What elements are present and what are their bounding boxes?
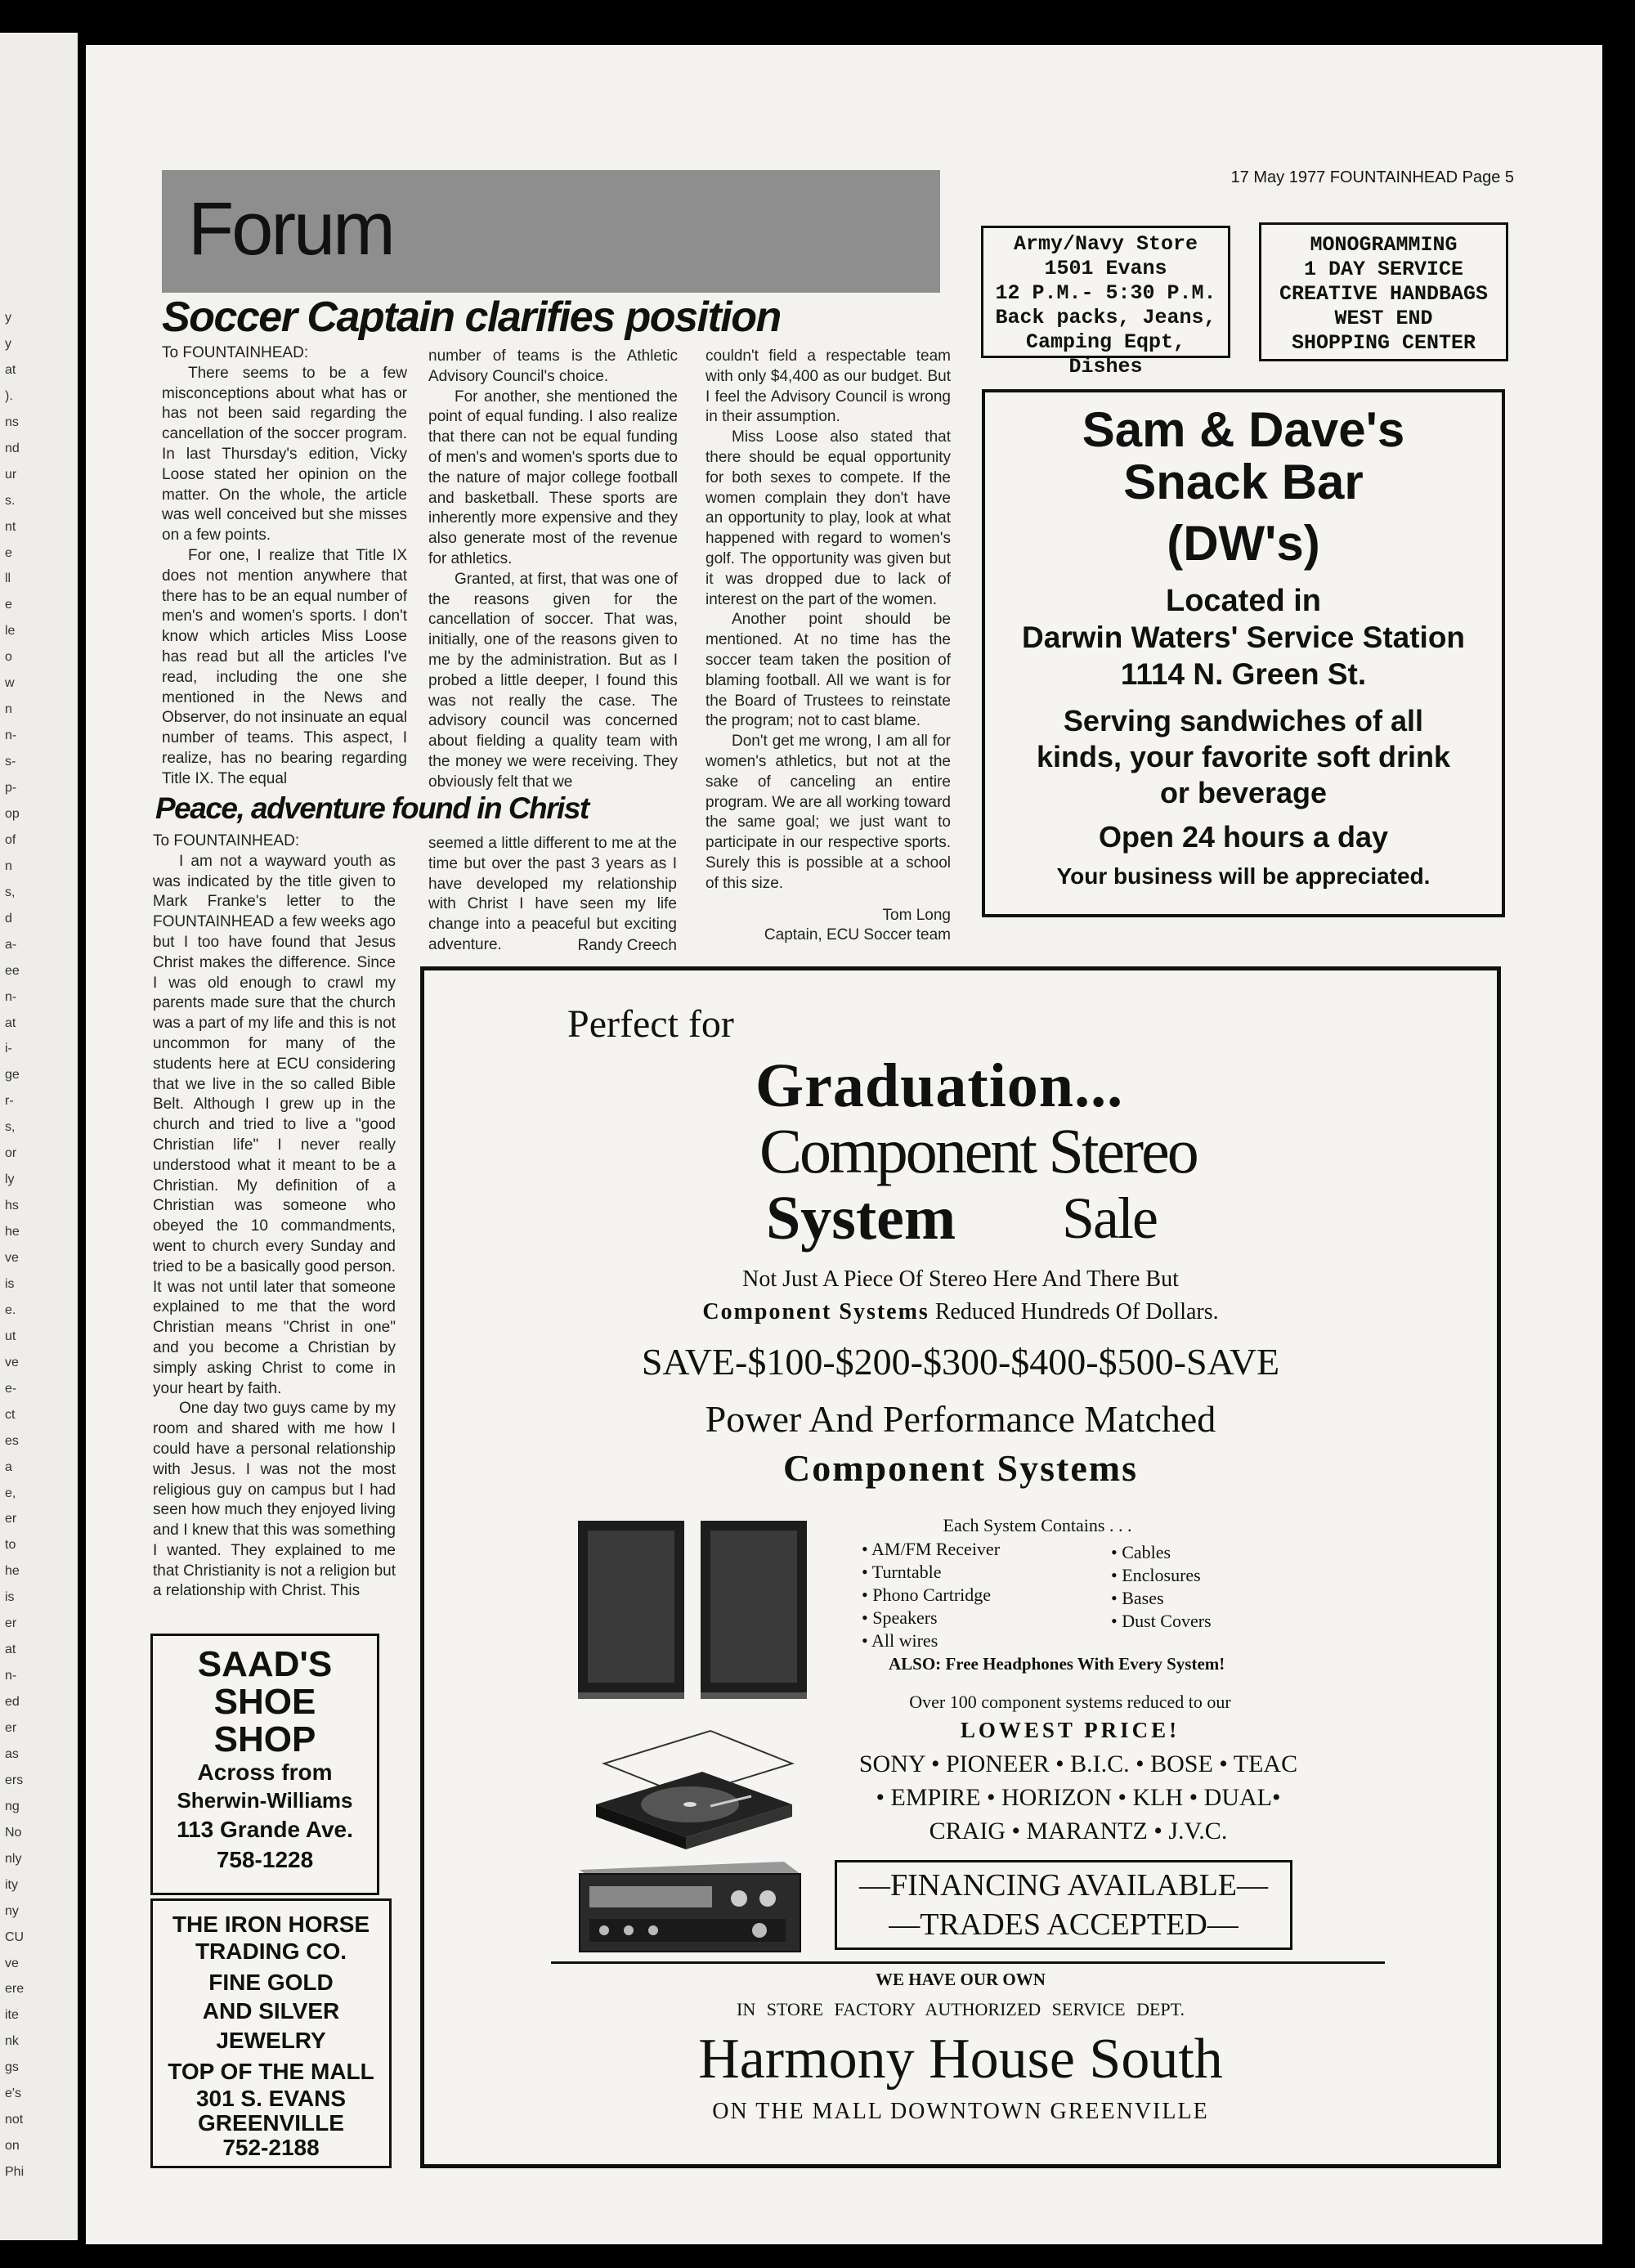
article2-col1-body — [153, 852, 396, 1602]
margin-fragment: y — [5, 336, 11, 351]
harmony-component-systems-bold: Component Systems — [702, 1299, 929, 1324]
snack-bar-serve2: kinds, your favorite soft drink — [1036, 740, 1451, 773]
margin-fragment: not — [5, 2113, 24, 2127]
margin-fragment: a- — [5, 937, 17, 952]
margin-fragment: ve — [5, 1956, 19, 1970]
list-item: • All wires — [862, 1630, 938, 1651]
iron-horse-ad — [150, 1898, 392, 2168]
iron-horse-line: JEWELRY — [216, 2028, 326, 2053]
paragraph: Don't get me wrong, I am all for women's athletics, but not at the sake of canceling an entire program. We are all working toward the same goal; we just want to participate in our respective sports. Surely this is possible at a school of this size. — [706, 733, 951, 892]
article1-col2 — [428, 347, 678, 793]
margin-fragment: ng — [5, 1799, 20, 1813]
article1-salutation: To FOUNTAINHEAD: — [162, 344, 309, 361]
margin-fragment: e's — [5, 2086, 21, 2101]
margin-fragment: Phi — [5, 2165, 25, 2180]
article1-col2-body — [428, 347, 678, 793]
margin-fragment: n — [5, 702, 12, 717]
margin-fragment: r- — [5, 1094, 14, 1109]
margin-fragment: nt — [5, 519, 16, 534]
margin-fragment: ve — [5, 1355, 19, 1369]
harmony-component-stereo: Component Stereo — [759, 1115, 1197, 1186]
margin-fragment: ct — [5, 1407, 16, 1422]
margin-fragment: at — [5, 362, 16, 377]
margin-fragment: w — [5, 676, 15, 691]
margin-fragment: op — [5, 806, 20, 821]
section-title: Forum — [188, 187, 393, 271]
army-navy-line: Back packs, Jeans, — [995, 306, 1216, 329]
army-navy-line: Army/Navy Store — [1013, 232, 1198, 256]
margin-fragment: er — [5, 1616, 17, 1631]
monogramming-line: CREATIVE HANDBAGS — [1279, 282, 1489, 306]
article1-col3-body — [706, 347, 951, 894]
harmony-also-line — [889, 1654, 1225, 1674]
margin-fragment: s- — [5, 755, 16, 769]
list-item: • Dust Covers — [1111, 1611, 1212, 1631]
margin-fragment: nd — [5, 441, 20, 455]
margin-fragment: n — [5, 858, 12, 873]
article2-signature: Randy Creech — [577, 936, 677, 954]
margin-fragment: on — [5, 2139, 20, 2154]
article1-headline: Soccer Captain clarifies position — [162, 294, 781, 341]
saads-line: SHOP — [213, 1719, 316, 1759]
margin-fragment: ite — [5, 2008, 19, 2023]
margin-fragment: ur — [5, 467, 17, 482]
snack-bar-title3: (DW's) — [1167, 516, 1320, 571]
harmony-also-label: ALSO: — [889, 1654, 942, 1674]
monogramming-ad — [1259, 222, 1508, 361]
harmony-power: Power And Performance Matched — [705, 1398, 1216, 1440]
margin-fragment: he — [5, 1564, 20, 1579]
margin-fragment: s. — [5, 493, 16, 508]
margin-fragment: e — [5, 598, 12, 612]
margin-fragment: ut — [5, 1329, 16, 1343]
article1-col1 — [162, 343, 407, 790]
harmony-financing: —FINANCING AVAILABLE— — [858, 1868, 1268, 1903]
iron-horse-line: 301 S. EVANS — [195, 2086, 347, 2111]
harmony-divider — [551, 1961, 1385, 1964]
article2-col2 — [428, 834, 677, 957]
article2-col1 — [153, 831, 396, 1602]
margin-fragment: er — [5, 1512, 17, 1526]
paragraph: Granted, at first, that was one of the reasons given for the cancellation of soccer. That was, initially, one of the reasons given to me by the administration. But as I probed a little deeper, I found this was not really the case. The advisory council was concerned about fielding a quality team with the money we were receiving. They obviously felt that we — [428, 570, 678, 791]
margin-fragment: as — [5, 1746, 19, 1761]
margin-fragment: y — [5, 311, 11, 325]
snack-bar-serve3: or beverage — [1159, 776, 1328, 809]
margin-fragment: er — [5, 1721, 17, 1735]
margin-fragment: o — [5, 650, 12, 665]
snack-bar-ad — [982, 389, 1505, 917]
margin-fragment: ee — [5, 963, 20, 978]
margin-fragment: e — [5, 545, 12, 560]
margin-fragment: nly — [5, 1851, 22, 1866]
saads-line: Sherwin-Williams — [177, 1788, 353, 1813]
harmony-also-text: Free Headphones With Every System! — [945, 1654, 1225, 1674]
paragraph: Miss Loose also stated that there should be equal opportunity for both sexes to compete. If the women complain they don't have an opportunity to play, look at what happened with regard to women's golf. The opportunity was given but it was dropped due to lack of interest on the part of the women. — [706, 428, 951, 608]
saads-line: SAAD'S — [197, 1644, 333, 1684]
iron-horse-line: FINE GOLD — [208, 1970, 334, 1995]
list-item: • AM/FM Receiver — [862, 1539, 1001, 1559]
margin-fragment: es — [5, 1433, 19, 1448]
article1-col3 — [706, 347, 951, 946]
paragraph: I am not a wayward youth as was indicated by the title given to Mark Franke's letter to the FOUNTAINHEAD a few weeks ago but I too have found that Jesus Christ makes the difference. Since I was old enough to crawl my parents made sure that the church was a part of my life and this is not uncommon for many of the students here at ECU considering that we live in the so called Bible Belt. Although I grew up in the church and tried to live a "good Christian life" I never really understood what it meant to be a Christian. My definition of a Christian was someone who obeyed the 10 commandments, went to church every Sunday and tried to be a basically good person. It was not until later that someone explained to me that the word Christian means "Christ in one" and you become a Christian by simply asking Christ to come in your heart by faith. — [153, 852, 396, 1397]
margin-fragment: ge — [5, 1068, 20, 1082]
saads-line: 113 Grande Ave. — [177, 1817, 353, 1842]
harmony-reduced-line — [424, 1299, 1497, 1325]
paragraph: couldn't field a respectable team with only $4,400 as our budget. But I feel the Advisory Council is wrong in their assumption. — [706, 347, 951, 426]
harmony-brands-3: CRAIG • MARANTZ • J.V.C. — [929, 1818, 1228, 1844]
margin-fragment: ). — [5, 388, 13, 403]
margin-fragment: n- — [5, 1669, 17, 1683]
margin-fragment: n- — [5, 728, 17, 743]
harmony-house-ad — [420, 966, 1501, 2168]
harmony-not-just: Not Just A Piece Of Stereo Here And There But — [742, 1266, 1179, 1292]
margin-fragment: is — [5, 1276, 15, 1291]
margin-fragment: e. — [5, 1302, 16, 1317]
harmony-lowest-price: LOWEST PRICE! — [960, 1718, 1180, 1742]
iron-horse-line: TOP OF THE MALL — [168, 2059, 374, 2084]
receiver-illustration — [571, 1853, 809, 1960]
margin-fragment: nk — [5, 2034, 19, 2049]
harmony-sale: Sale — [1062, 1186, 1157, 1251]
snack-bar-title1: Sam & Dave's — [1082, 402, 1405, 457]
army-navy-line: 12 P.M.- 5:30 P.M. — [995, 281, 1216, 305]
paragraph: There seems to be a few misconceptions about what has or has not been said regarding the cancellation of the soccer program. In last Thursday's edition, Vicky Loose stated her opinion on the matter. On the whole, the article was well conceived but she misses on a few points. — [162, 364, 407, 545]
margin-fragment: gs — [5, 2060, 19, 2075]
monogramming-line: 1 DAY SERVICE — [1303, 258, 1464, 281]
harmony-store-name: Harmony House South — [698, 2028, 1223, 2091]
army-navy-store-ad — [981, 226, 1230, 379]
paragraph: One day two guys came by my room and shared with me how I could have a personal relationship with Jesus. I was not the most religious guy on campus but I had seen how much they enjoyed living and I knew that this was something I wanted. They explained to me that Christianity is not a religion but a relationship with Christ. This — [153, 1400, 396, 1600]
paragraph: number of teams is the Athletic Advisory Council's choice. — [428, 347, 678, 385]
margin-fragment: i- — [5, 1042, 12, 1056]
margin-fragment: n- — [5, 989, 17, 1004]
margin-fragment: is — [5, 1590, 15, 1605]
harmony-over-100: Over 100 component systems reduced to our — [909, 1692, 1231, 1712]
list-item: • Turntable — [862, 1562, 942, 1582]
margin-fragment: ns — [5, 415, 19, 429]
article1-signature-title: Captain, ECU Soccer team — [764, 926, 951, 944]
margin-fragment: ny — [5, 1903, 19, 1918]
margin-fragment: CU — [5, 1930, 25, 1944]
harmony-save-line: SAVE-$100-$200-$300-$400-$500-SAVE — [641, 1341, 1280, 1383]
monogramming-line: MONOGRAMMING — [1310, 233, 1458, 257]
margin-fragment: s, — [5, 1120, 16, 1135]
list-item: • Phono Cartridge — [862, 1584, 992, 1605]
monogramming-line: WEST END — [1334, 307, 1433, 330]
army-navy-line: Camping Eqpt, Dishes — [1025, 330, 1186, 379]
harmony-location: ON THE MALL DOWNTOWN GREENVILLE — [712, 2099, 1209, 2124]
list-item: • Cables — [1111, 1542, 1171, 1562]
snack-bar-loc1: Located in — [1165, 584, 1322, 618]
army-navy-line: 1501 Evans — [1044, 257, 1167, 280]
monogramming-line: SHOPPING CENTER — [1291, 331, 1476, 355]
harmony-service: IN STORE FACTORY AUTHORIZED SERVICE DEPT. — [737, 1999, 1185, 2019]
margin-fragment: s, — [5, 885, 16, 899]
harmony-list-left — [862, 1538, 1091, 1652]
snack-bar-thanks: Your business will be appreciated. — [1056, 863, 1431, 889]
iron-horse-line: AND SILVER — [202, 1998, 340, 2024]
margin-fragment: hs — [5, 1199, 19, 1213]
harmony-trades: —TRADES ACCEPTED— — [889, 1907, 1239, 1942]
margin-fragment: or — [5, 1146, 17, 1161]
harmony-perfect-for: Perfect for — [567, 1002, 734, 1046]
harmony-financing-box — [835, 1860, 1292, 1950]
iron-horse-line: TRADING CO. — [195, 1939, 347, 1964]
harmony-component-systems: Component Systems — [783, 1447, 1138, 1489]
article2-headline: Peace, adventure found in Christ — [155, 791, 589, 825]
harmony-reduced: Reduced Hundreds Of Dollars. — [934, 1299, 1219, 1324]
saads-shoe-shop-ad — [150, 1634, 379, 1895]
snack-bar-title2: Snack Bar — [1123, 455, 1364, 509]
margin-fragment: of — [5, 832, 16, 847]
list-item: • Speakers — [862, 1607, 938, 1628]
saads-line: 758-1228 — [216, 1847, 314, 1872]
snack-bar-loc2: Darwin Waters' Service Station — [1021, 621, 1466, 654]
snack-bar-loc3: 1114 N. Green St. — [1120, 657, 1367, 691]
iron-horse-line: THE IRON HORSE — [172, 1912, 370, 1937]
snack-bar-hours: Open 24 hours a day — [1098, 820, 1389, 854]
margin-fragment: to — [5, 1538, 16, 1553]
paragraph: seemed a little different to me at the time but over the past 3 years as I have developed my relationship with Christ I have seen my life change into a peaceful but exciting adventure. — [428, 835, 677, 953]
speakers-illustration — [571, 1514, 817, 1702]
list-item: • Enclosures — [1111, 1565, 1201, 1585]
margin-fragment: d — [5, 911, 12, 926]
saads-line: Across from — [197, 1759, 333, 1785]
saads-line: SHOE — [213, 1682, 316, 1722]
margin-fragment: at — [5, 1015, 16, 1030]
margin-fragment: at — [5, 1643, 16, 1657]
snack-bar-serve1: Serving sandwiches of all — [1063, 704, 1424, 737]
harmony-graduation: Graduation... — [755, 1051, 1124, 1120]
masthead: 17 May 1977 FOUNTAINHEAD Page 5 — [1230, 168, 1514, 186]
margin-fragment: ly — [5, 1172, 15, 1187]
harmony-each-system: Each System Contains . . . — [943, 1515, 1132, 1535]
harmony-brands-2: • EMPIRE • HORIZON • KLH • DUAL• — [876, 1784, 1281, 1811]
margin-fragment: p- — [5, 781, 17, 795]
article2-salutation: To FOUNTAINHEAD: — [153, 832, 300, 849]
article1-signature-name: Tom Long — [882, 906, 951, 924]
paragraph: Another point should be mentioned. At no time has the soccer team taken the position of blaming football. All we want is for the Board of Trustees to reinstate the program; not to cast blame. — [706, 611, 951, 730]
iron-horse-line: GREENVILLE — [198, 2110, 344, 2136]
margin-fragment: he — [5, 1225, 20, 1239]
margin-fragment: e- — [5, 1381, 17, 1396]
turntable-illustration — [588, 1714, 800, 1853]
margin-fragment: ers — [5, 1773, 24, 1787]
paragraph: For one, I realize that Title IX does not mention anywhere that there has to be an equal number of men's and women's sports. I don't know which articles Miss Loose has read but all the articles I've read, including the one she mentioned in the News and Observer, do not insinuate an equal number of teams. This aspect, I realize, has no bearing regarding Title IX. The equal — [162, 546, 407, 787]
margin-fragment: e, — [5, 1486, 16, 1500]
margin-fragment: ere — [5, 1982, 25, 1997]
harmony-list-right — [1111, 1541, 1324, 1633]
margin-fragment: ed — [5, 1695, 20, 1710]
harmony-we-have: WE HAVE OUR OWN — [876, 1970, 1046, 1989]
margin-fragment: ve — [5, 1251, 19, 1265]
harmony-brands-1: SONY • PIONEER • B.I.C. • BOSE • TEAC — [858, 1750, 1298, 1777]
margin-fragment: a — [5, 1459, 12, 1474]
iron-horse-line: 752-2188 — [222, 2135, 320, 2160]
margin-fragment: No — [5, 1825, 22, 1840]
paragraph: For another, she mentioned the point of equal funding. I also realize that there can not be equal funding of men's and women's sports due to the nature of major college football and basketball. These sports are inherently more expensive and they also generate most of the revenue for athletics. — [428, 388, 678, 567]
margin-fragment: ity — [5, 1877, 18, 1892]
article1-col1-body — [162, 364, 407, 790]
margin-fragments — [3, 311, 75, 2191]
harmony-system: System — [766, 1184, 956, 1253]
list-item: • Bases — [1111, 1588, 1164, 1608]
margin-fragment: le — [5, 624, 16, 639]
margin-fragment: ll — [5, 571, 11, 586]
